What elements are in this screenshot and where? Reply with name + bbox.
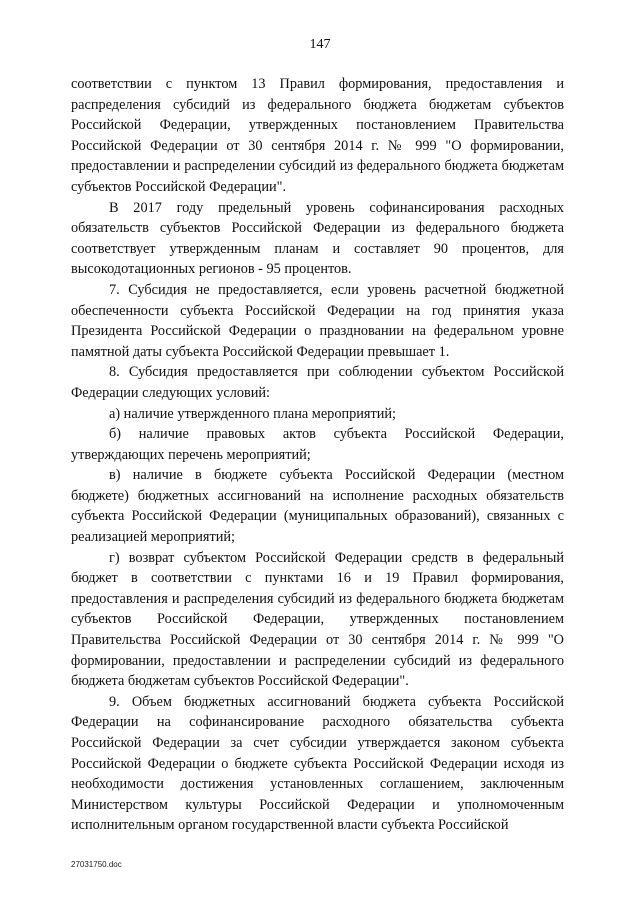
paragraph-item-8: 8. Субсидия предоставляется при соблюдении субъектом Российской Федерации следующих условий: — [71, 364, 564, 401]
paragraph-cofinancing-level: В 2017 году предельный уровень софинансирования расходных обязательств субъектов Российской Федерации из федерального бюджета соответствует утвержденным планам и составляет 90 процентов, для высокодотационных регионов - 95 процентов. — [71, 199, 564, 278]
paragraph-condition-g: г) возврат субъектом Российской Федерации средств в федеральный бюджет в соответствии с пунктами 16 и 19 Правил формирования, предоставления и распределения субсидий из федерального бюджета бюджетам субъектов Российской Федерации, утвержденных постановлением Правительства Российской Федерации от 30 сентября 2014 г. № 999 "О формировании, предоставлении и распределении субсидий из федерального бюджета бюджетам субъектов Российской Федерации". — [71, 549, 564, 690]
paragraph-condition-v: в) наличие в бюджете субъекта Российской Федерации (местном бюджете) бюджетных ассигнований на исполнение расходных обязательств субъекта Российской Федерации (муниципальных образований), связанных с реализацией мероприятий; — [71, 467, 564, 546]
paragraph-item-9: 9. Объем бюджетных ассигнований бюджета субъекта Российской Федерации на софинансирование расходного обязательства субъекта Российской Федерации за счет субсидии утверждается законом субъекта Российской Федерации о бюджете субъекта Российской Федерации исходя из необходимости достижения установленных соглашением, заключенным Министерством культуры Российской Федерации и уполномоченным исполнительным органом государственной власти субъекта Российской — [71, 693, 564, 834]
paragraph-item-7: 7. Субсидия не предоставляется, если уровень расчетной бюджетной обеспеченности субъекта Российской Федерации на год принятия указа Президента Российской Федерации о праздновании на федеральном уровне памятной даты субъекта Российской Федерации превышает 1. — [71, 281, 564, 360]
footer-filename: 27031750.doc — [71, 860, 122, 869]
page-number: 147 — [309, 37, 331, 52]
paragraph-continuation: соответствии с пунктом 13 Правил формирования, предоставления и распределения субсидий из федерального бюджета бюджетам субъектов Российской Федерации, утвержденных постановлением Правительства Российской Федерации от 30 сентября 2014 г. № 999 "О формировании, предоставлении и распределении субсидий из федерального бюджета бюджетам субъектов Российской Федерации". — [71, 76, 564, 195]
paragraph-condition-a: а) наличие утвержденного плана мероприятий; — [109, 405, 397, 422]
document-body — [71, 74, 564, 836]
paragraph-condition-b: б) наличие правовых актов субъекта Российской Федерации, утверждающих перечень мероприятий; — [71, 426, 564, 463]
